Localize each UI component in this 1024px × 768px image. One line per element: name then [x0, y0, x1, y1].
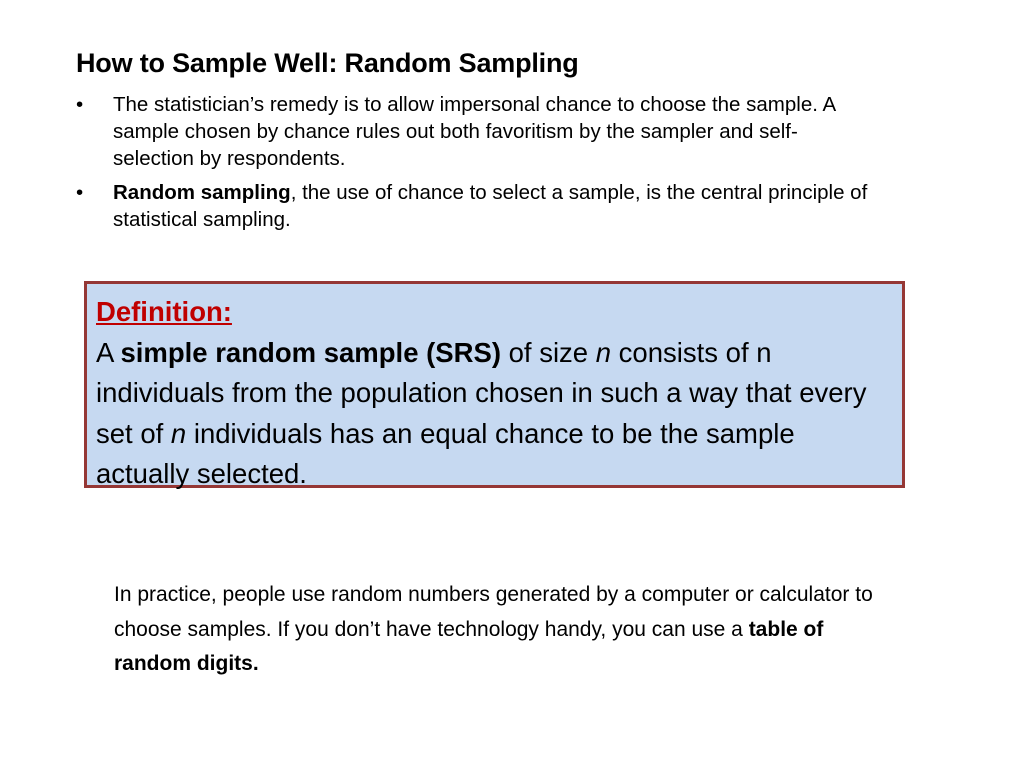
definition-variable: n — [170, 417, 187, 449]
bullet-bold-lead: Random sampling — [113, 181, 291, 204]
slide-title: How to Sample Well: Random Sampling — [76, 48, 579, 78]
definition-box — [84, 281, 905, 488]
bullet-text: The statistician’s remedy is to allow impersonal chance to choose the sample. A sample chosen by chance rules out both favoritism by the sampler and self-selection by respondents. — [113, 93, 836, 170]
definition-text: consists of n individuals from the population chosen in such a way that every set of — [96, 336, 867, 449]
definition-text: A — [96, 336, 121, 368]
bullet-item — [76, 179, 876, 233]
definition-text: of size — [500, 336, 596, 368]
bullet-text: , the use of chance to select a sample, is the central principle of statistical sampling. — [113, 181, 868, 231]
bullet-marker: • — [76, 181, 84, 204]
bullet-marker: • — [76, 93, 84, 116]
definition-text: individuals has an equal chance to be the sample actually selected. — [96, 417, 795, 489]
practice-text: In practice, people use random numbers generated by a computer or calculator to choose samples. If you don’t have technology handy, you can use a — [114, 583, 873, 641]
practice-bold-tail: table of random digits. — [114, 617, 824, 675]
definition-heading: Definition: — [96, 296, 232, 327]
bullet-list — [76, 91, 876, 240]
definition-body — [96, 333, 893, 495]
bullet-item — [76, 91, 876, 172]
practice-note — [114, 578, 904, 682]
definition-variable: n — [595, 336, 612, 368]
definition-term: simple random sample (SRS) — [120, 336, 501, 368]
